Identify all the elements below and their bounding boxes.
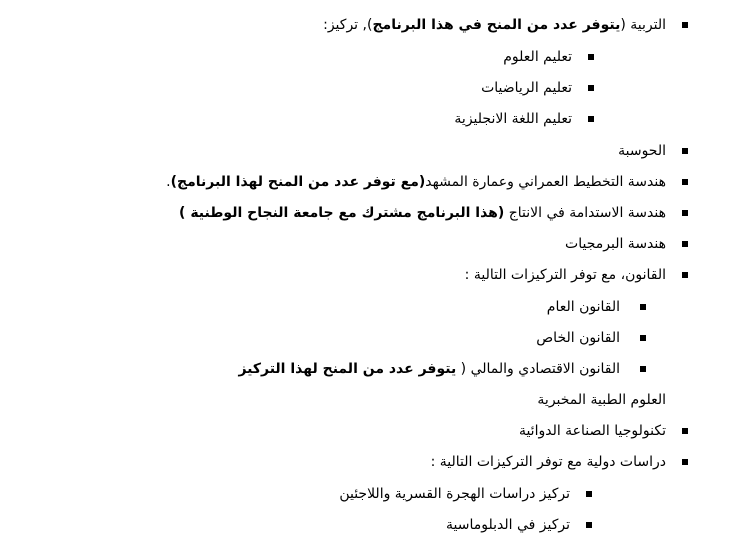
list-item-international-studies <box>431 450 666 474</box>
item-text: تكنولوجيا الصناعة الدوائية <box>518 423 666 439</box>
list-bullet <box>682 272 688 278</box>
list-item-forced-migration <box>339 482 570 506</box>
item-text: الحوسبة <box>618 143 666 159</box>
list-bullet <box>588 85 594 91</box>
item-text: تعليم الرياضيات <box>481 80 572 96</box>
item-text: القانون الخاص <box>536 330 620 346</box>
item-tail-text: ), تركيز: <box>323 17 373 33</box>
list-item-pharma-technology <box>519 419 666 443</box>
list-bullet <box>640 366 646 372</box>
item-text: القانون الاقتصادي والمالي ( <box>456 361 620 377</box>
item-text: هندسة الاستدامة في الانتاج <box>504 205 666 221</box>
list-item-science-education <box>503 45 572 69</box>
list-bullet <box>588 54 594 60</box>
list-bullet <box>640 335 646 341</box>
item-text: تعليم العلوم <box>503 49 572 65</box>
list-bullet <box>682 148 688 154</box>
list-bullet <box>586 491 592 497</box>
list-item-law <box>465 263 666 287</box>
item-text: هندسة البرمجيات <box>565 236 666 252</box>
item-text: هندسة التخطيط العمراني وعمارة المشهد <box>425 174 666 190</box>
list-item-diplomacy <box>446 513 570 537</box>
list-item-urban-planning <box>166 170 666 194</box>
list-item-economic-law <box>238 357 620 381</box>
item-bold-text: (مع توفر عدد من المنح لهذا البرنامج) <box>170 174 426 190</box>
list-bullet <box>682 210 688 216</box>
list-item-education <box>323 13 666 37</box>
list-bullet <box>640 304 646 310</box>
item-tail-text: . <box>166 174 171 190</box>
list-item-computing <box>618 139 666 163</box>
item-bold-text: (هذا البرنامج مشترك مع جامعة النجاح الوطنية ) <box>179 205 505 221</box>
list-bullet <box>682 459 688 465</box>
item-bold-text: يتوفر عدد من المنح في هذا البرنامج <box>372 17 621 33</box>
item-text: القانون، مع توفر التركيزات التالية : <box>464 267 666 283</box>
item-text: القانون العام <box>546 299 620 315</box>
list-item-software-engineering <box>565 232 666 256</box>
list-bullet <box>682 241 688 247</box>
list-bullet <box>682 428 688 434</box>
list-item-medical-lab-sciences <box>537 388 666 412</box>
list-bullet <box>588 116 594 122</box>
list-item-math-education <box>481 76 572 100</box>
list-item-english-education <box>454 107 572 131</box>
list-bullet <box>682 179 688 185</box>
list-item-public-law <box>547 295 620 319</box>
item-text: تركيز دراسات الهجرة القسرية واللاجئين <box>339 486 570 502</box>
item-text: التربية ( <box>620 17 666 33</box>
item-text: تركيز في الدبلوماسية <box>446 517 570 533</box>
item-text: دراسات دولية مع توفر التركيزات التالية : <box>430 454 666 470</box>
item-text: العلوم الطبية المخبرية <box>537 392 666 408</box>
list-item-sustainability-engineering <box>179 201 666 225</box>
list-bullet <box>586 522 592 528</box>
list-item-private-law <box>536 326 620 350</box>
item-text: تعليم اللغة الانجليزية <box>454 111 572 127</box>
list-bullet <box>682 22 688 28</box>
item-bold-text: يتوفر عدد من المنح لهذا التركيز <box>238 361 457 377</box>
